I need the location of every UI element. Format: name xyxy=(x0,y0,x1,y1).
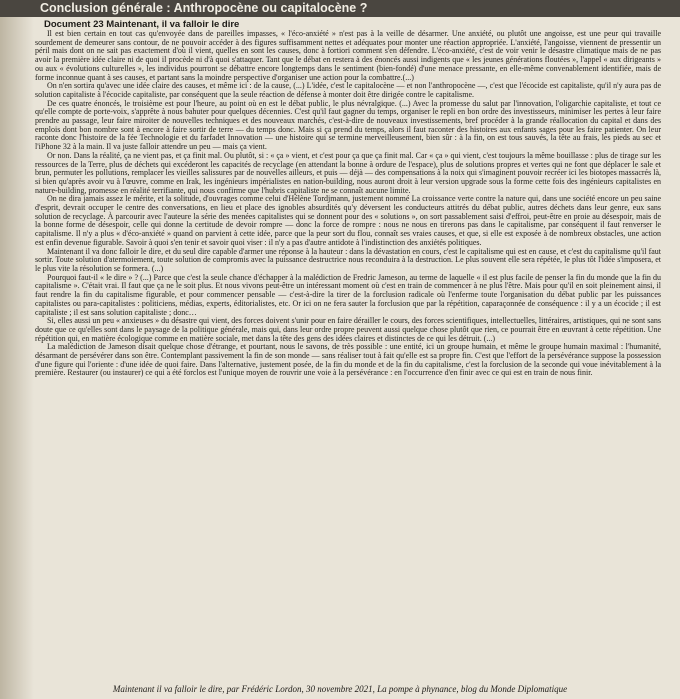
document-title: Document 23 Maintenant, il va falloir le dire xyxy=(44,19,240,30)
paragraph-1: Il est bien certain en tout cas qu'envoyée dans de pareilles impasses, « l'éco-anxiété » n'est pas à la veille de désarmer. Une anxiété, ou plutôt une angoisse, est une peur qui travaille sourdement de demeurer sans contour, de ne pouvoir accéder à des figures suffisamment nettes et adéquates pour monter une réaction appropriée. L'anxiété, l'angoisse, viennent de pressentir un péril mais dont on ne sait pas exactement d'où il vient, quelles en sont les causes, donc à fortiori comment s'en défendre. L'éco-anxiété, c'est de voir venir le désastre climatique mais de ne pas avoir la première idée claire ni de quoi il procède ni d'à quoi s'attaquer. Tant que le débat en restera à des énoncés aussi indigents que « les jeunes générations floutées », l'appel « aux dirigeants » ou aux « évolutions culturelles », les individus pourront se débattre encore longtemps dans le sentiment (bien-fondé) d'une menace pressante, en elle-même convenablement identifiée, mais de forme inconnue quant à ses causes, et partant sans la moindre perspective d'organiser une action pour la combattre.(...) xyxy=(35,30,661,82)
paragraph-9: La malédiction de Jameson disait quelque chose d'étrange, et pourtant, nous le savons, de très possible : une entité, ici un groupe humain, et même le groupe humain maximal : l'humanité, désarmant de persévérer dans son être. Contemplant passivement la fin de son monde — sans réaliser tout à fait qu'elle est sa propre fin. C'est que l'effort de la persévérance suppose la possession d'une figure qui l'oriente : d'une idée de quoi faire. Dans l'alternative, justement posée, de la fin du monde et de la fin du capitalisme, c'est la forclusion de la seconde qui voue inévitablement à la première. Restaurer (ou instaurer) ce qui a été forclos est l'unique moyen de rouvrir une voie à la persévérance : en l'occurrence d'en finir avec ce qui est en train de nous finir. xyxy=(35,342,661,378)
paragraph-5: On ne dira jamais assez le mérite, et la solitude, d'ouvrages comme celui d'Hélène Tordjmann, justement nommé La croissance verte contre la nature qui, dans une société encore un peu saine d'esprit, devrait occuper le centre des conversations, en lieu et place des ignobles absurdités qu'y déversent les conducteurs attitrés du débat public, autres déchets dans leur genre, eux sans solution de recyclage. À parcourir avec l'auteure la série des menées capitalistes qui se donnent pour des « solutions », on sort passablement saisi d'effroi, peut-être en proie au désespoir, mais de la bonne forme de désespoir, celle qui donne la certitude de devoir rompre — donc la force de rompre : nous ne nous en tirerons pas dans le capitalisme, par conséquent il faut renverser le capitalisme. Il n'y a plus « d'éco-anxiété » quand on parvient à cette idée, parce que la peur sort du flou, connaît ses vraies causes, et que, si elle est exposée à de nombreux obstacles, une action est enfin devenue figurable. Savoir à quoi s'en tenir et savoir quoi viser : il n'y a pas d'autre antidote à l'indistinction des anxiétés politiques. xyxy=(35,194,661,247)
document-body xyxy=(35,30,661,682)
source-caption: Maintenant il va falloir le dire, par Frédéric Lordon, 30 novembre 2021, La pompe à phynance, blog du Monde Diplomatique xyxy=(112,684,568,694)
paragraph-8: Si, elles aussi un peu « anxieuses » du désastre qui vient, des forces doivent s'unir pour en faire dérailler le cours, des forces scientifiques, intellectuelles, littéraires, artistiques, qui ne sont sans doute que ce qu'elles sont dans le paysage de la politique générale, mais qui, dans leur ordre propre peuvent aussi quelque chose plutôt que rien, ce pourrait être en œuvrant à cette répétition. Une répétition qui, en matière écologique comme en matière sociale, met dans la tête des gens des idées claires et distinctes de ce qui les détruit. (...) xyxy=(35,316,661,343)
page-fold-shadow xyxy=(0,17,34,699)
paragraph-6: Maintenant il va donc falloir le dire, et du seul dire capable d'armer une réponse à la hauteur : dans la dévastation en cours, c'est le capitalisme qui est en cause, et c'est du capitalisme qu'il faut sortir. Toute solution d'atermoiement, toute solution de compromis avec la puissance destructrice nous reconduira à la destruction. Le plus souvent elle sera répétée, le plus tôt l'idée s'imposera, et le plus vite la résolution se formera. (...) xyxy=(35,246,661,273)
chapter-header xyxy=(0,0,680,17)
paragraph-4: Or non. Dans la réalité, ça ne vient pas, et ça finit mal. Ou plutôt, si : « ça » vient, et c'est pour ça que ça finit mal. Car « ça » qui vient, c'est toujours la même bouillasse : plus de tirage sur les ressources de la Terre, plus de déchets qui excéderont les capacités de recyclage (en attendant la bonne à ordure de l'espace), plus de solutions propres et vertes qui ne font que déplacer le sale et brun, permuter les pollutions, remplacer les vieilles salissures par de nouvelles ailleurs, et puis — déjà — des compensations à la noix qui s'imaginent pouvoir recréer ici les biotopes massacrés là, si bien qu'après avoir vu à l'œuvre, comme en Irak, les ingénieurs impérialistes en nation-building, nous auront droit à leur version upgrade sous la forme cette fois des ingénieurs capitalistes en nature-building, promesse en réalité terrifiante, qui nous confirme que l'hubris capitaliste ne se connaît aucune limite. xyxy=(35,150,661,195)
paragraph-7: Pourquoi faut-il « le dire » ? (...) Parce que c'est la seule chance d'échapper à la malédiction de Fredric Jameson, au terme de laquelle « il est plus facile de penser la fin du monde que la fin du capitalisme ». C'était vrai. Il faut que ça ne le soit plus. Et nous vivons peut-être un intéressant moment où c'est en train de commencer à ne plus l'être. Mais pour qu'il en soit pleinement ainsi, il faut rendre la fin du capitalisme figurable, et pour commencer pensable — c'est-à-dire la tirer de la forclusion radicale où l'enferme toute l'organisation du débat public par les puissances capitalistes ou para-capitalistes : politiciens, médias, experts, éditorialistes, etc. Or ici on ne fera sauter la forclusion que par la répétition, caparaçonnée de conséquence : il y a un écocide ; il est capitaliste ; il est sans solution capitaliste ; donc… xyxy=(35,272,661,317)
paragraph-3: De ces quatre énoncés, le troisième est pour l'heure, au point où en est le débat public, le plus névralgique. (...) Avec la promesse du salut par l'innovation, l'oligarchie capitaliste, et tout ce qu'elle compte de porte-voix, s'apprête à nous bahuter pour quelques décennies. C'est qu'il faut gagner du temps, organiser le repli en bon ordre des investisseurs, minimiser les pertes à leur faire prendre au passage, leur faire miroiter de nouvelles techniques et des nouveaux marchés, c'est-à-dire de nouveaux investissements, bref procéder à la grande réallocation du capital et dans des emplois dont bon nombre sont à encore à faire sortir de terre — du temps donc. Mais si ça prend du temps, alors il faut raconter des histoires aux enfants sages pour les faire patienter. On leur raconte donc l'histoire de la fée Technologie et du farfadet Innovation — une histoire qui se termine merveilleusement, bien sûr : à la fin, on est tous sauvés, la tête au frais, les pieds au sec et l'iPhone 32 à la main. Il va juste falloir attendre un peu — mais ça vient. xyxy=(35,98,661,152)
chapter-title: Conclusion générale : Anthropocène ou capitalocène ? xyxy=(40,1,368,15)
paragraph-2: On n'en sortira qu'avec une idée claire des causes, et même ici : de la cause, (...) L'idée, c'est le capitalocène — et non l'anthropocène —, c'est que l'écocide est capitaliste, qu'il n'y aura pas de solution capitaliste à l'écocide capitaliste, par conséquent que la seule réaction de défense à monter doit être dirigée contre le capitalisme. xyxy=(35,81,661,99)
